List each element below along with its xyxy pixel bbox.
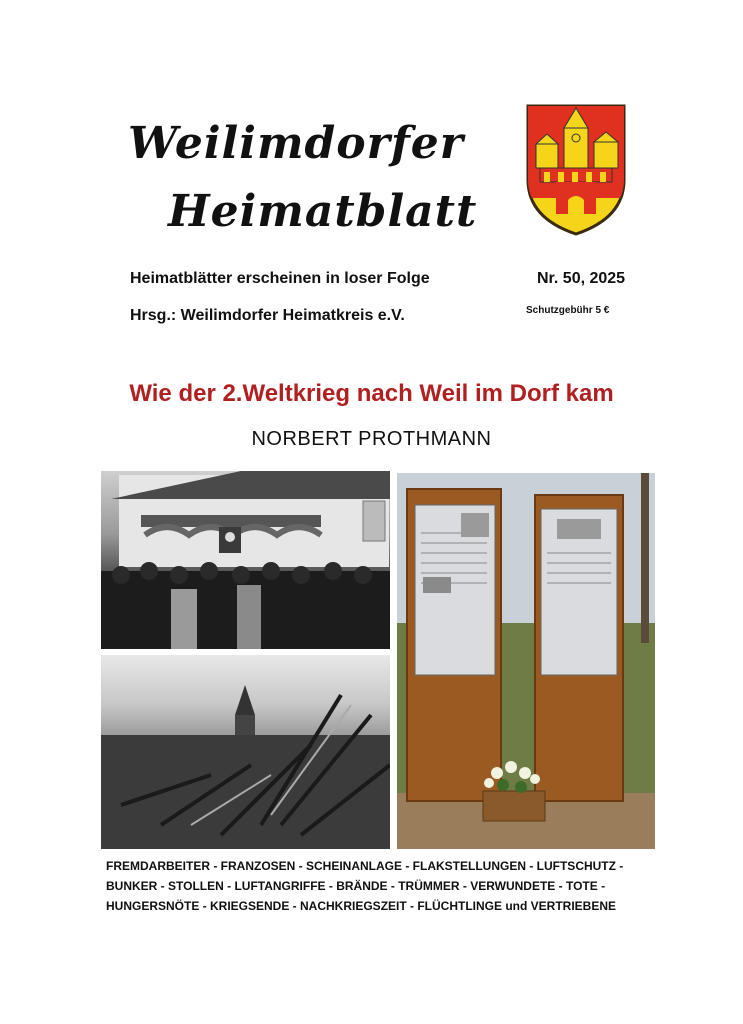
- coat-of-arms-icon: [522, 102, 630, 236]
- masthead-title-line1: Weilimdorfer: [128, 118, 464, 169]
- tagline: Heimatblätter erscheinen in loser Folge: [130, 270, 430, 287]
- masthead-title-line2: Heimatblatt: [168, 186, 478, 237]
- article-headline: Wie der 2.Weltkrieg nach Weil im Dorf kam: [129, 380, 614, 407]
- topics-list: [106, 856, 666, 916]
- issue-number: Nr. 50, 2025: [537, 270, 626, 287]
- topics-line: BUNKER - STOLLEN - LUFTANGRIFFE - BRÄNDE - TRÜMMER - VERWUNDETE - TOTE -: [106, 879, 606, 893]
- topics-line: HUNGERSNÖTE - KRIEGSENDE - NACHKRIEGSZEIT - FLÜCHTLINGE und VERTRIEBENE: [106, 899, 617, 913]
- publisher: Hrsg.: Weilimdorfer Heimatkreis e.V.: [130, 307, 405, 324]
- photo-bomb-damage-ruins: [101, 655, 390, 849]
- photo-memorial-steles: [397, 473, 655, 849]
- photo-crowd-gathering: [101, 471, 390, 649]
- fee-note: Schutzgebühr 5 €: [526, 305, 610, 316]
- topics-line: FREMDARBEITER - FRANZOSEN - SCHEINANLAGE - FLAKSTELLUNGEN - LUFTSCHUTZ -: [106, 859, 624, 873]
- article-author: NORBERT PROTHMANN: [251, 428, 492, 450]
